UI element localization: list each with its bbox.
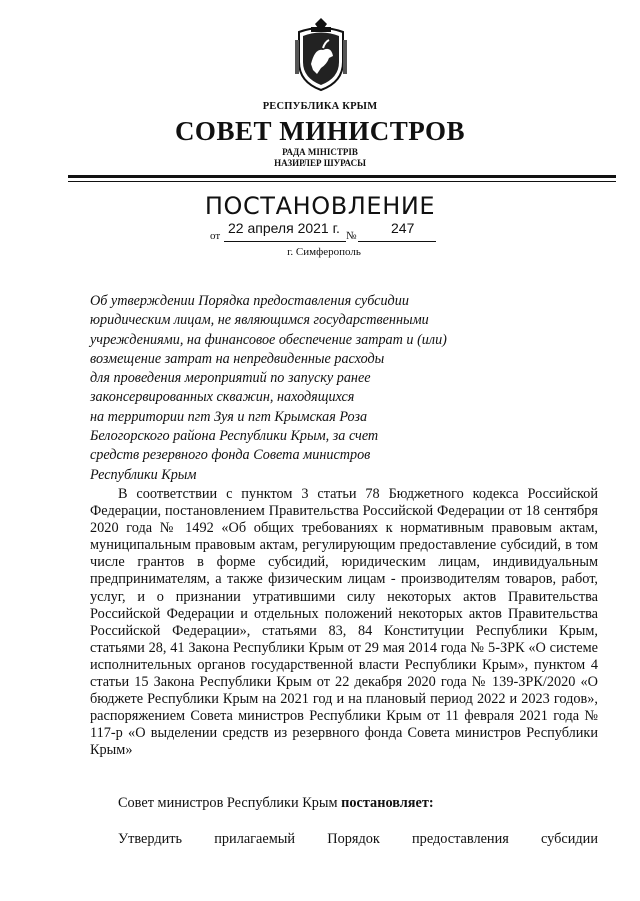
number-underline: [358, 241, 436, 242]
date-underline: [224, 241, 346, 242]
date-number-line: [210, 220, 440, 246]
from-label: от: [210, 230, 221, 242]
header-rule-thin: [68, 181, 616, 182]
council-name-crimean-tatar: НАЗИРЛЕР ШУРАСЫ: [274, 158, 366, 168]
council-subtitles: [0, 147, 640, 169]
approval-word: субсидии: [541, 831, 598, 847]
subject-line: законсервированных скважин, находящихся: [90, 389, 355, 406]
approval-word: Порядок: [327, 831, 380, 847]
decree-statement: [118, 795, 434, 812]
decree-text: Совет министров Республики Крым: [118, 795, 342, 811]
document-number: 247: [391, 220, 415, 236]
approval-word: предоставления: [412, 831, 509, 847]
approval-word: Утвердить: [118, 831, 183, 847]
preamble: [90, 486, 598, 760]
subject-line: юридическим лицам, не являющимся государственными: [90, 312, 429, 329]
document-subject: [90, 292, 510, 485]
preamble-paragraph: В соответствии с пунктом 3 статьи 78 Бюджетного кодекса Российской Федерации, постановлением Правительства Российской Федерации от 18 сентября 2020 года № 1492 «Об общих требованиях к нормативным правовым актам, муниципальным правовым актам, регулирующим предоставление субсидий, в том числе грантов в форме субсидий, юридическим лицам, индивидуальным предпринимателям, а также физическим лицам - производителям товаров, работ, услуг, и о признании утратившими силу некоторых актов Правительства Российской Федерации и отдельных положений некоторых актов Правительства Российской Федерации», статьями 83, 84 Конституции Республики Крым, статьями 28, 41 Закона Республики Крым от 29 мая 2014 года № 5-ЗРК «О системе исполнительных органов государственной власти Республики Крым», пунктом 4 статьи 15 Закона Республики Крым от 22 декабря 2020 года № 139-ЗРК/2020 «О бюджете Республики Крым на 2021 год и на плановый период 2022 и 2023 годов», распоряжением Совета министров Республики Крым от 11 февраля 2021 года № 117-р «О выделении средств из резервного фонда Совета министров Республики Крым»: [90, 486, 598, 759]
approval-word: прилагаемый: [214, 831, 296, 847]
subject-line: для проведения мероприятий по запуску ранее: [90, 370, 371, 387]
subject-line: Об утверждении Порядка предоставления субсидии: [90, 293, 409, 309]
subject-line: средств резервного фонда Совета министров: [90, 447, 371, 464]
subject-line: Республики Крым: [90, 466, 197, 483]
coat-of-arms-emblem: [293, 18, 349, 94]
council-name-ukrainian: РАДА МІНІСТРІВ: [282, 147, 358, 157]
approval-line: [118, 831, 598, 848]
document-city: г. Симферополь: [287, 246, 361, 258]
subject-line: на территории пгт Зуя и пгт Крымская Роза: [90, 408, 368, 425]
subject-line: Белогорского района Республики Крым, за счет: [90, 428, 379, 445]
subject-line: учреждениями, на финансовое обеспечение затрат и (или): [90, 331, 447, 348]
number-label: №: [346, 230, 357, 242]
republic-name: РЕСПУБЛИКА КРЫМ: [262, 101, 378, 112]
subject-line: возмещение затрат на непредвиденные расходы: [90, 350, 385, 367]
header-rule-thick: [68, 175, 616, 178]
decree-keyword: постановляет:: [341, 795, 434, 811]
document-date: 22 апреля 2021 г.: [228, 220, 340, 236]
council-title: СОВЕТ МИНИСТРОВ: [174, 116, 466, 146]
document-type: ПОСТАНОВЛЕНИЕ: [204, 192, 436, 220]
